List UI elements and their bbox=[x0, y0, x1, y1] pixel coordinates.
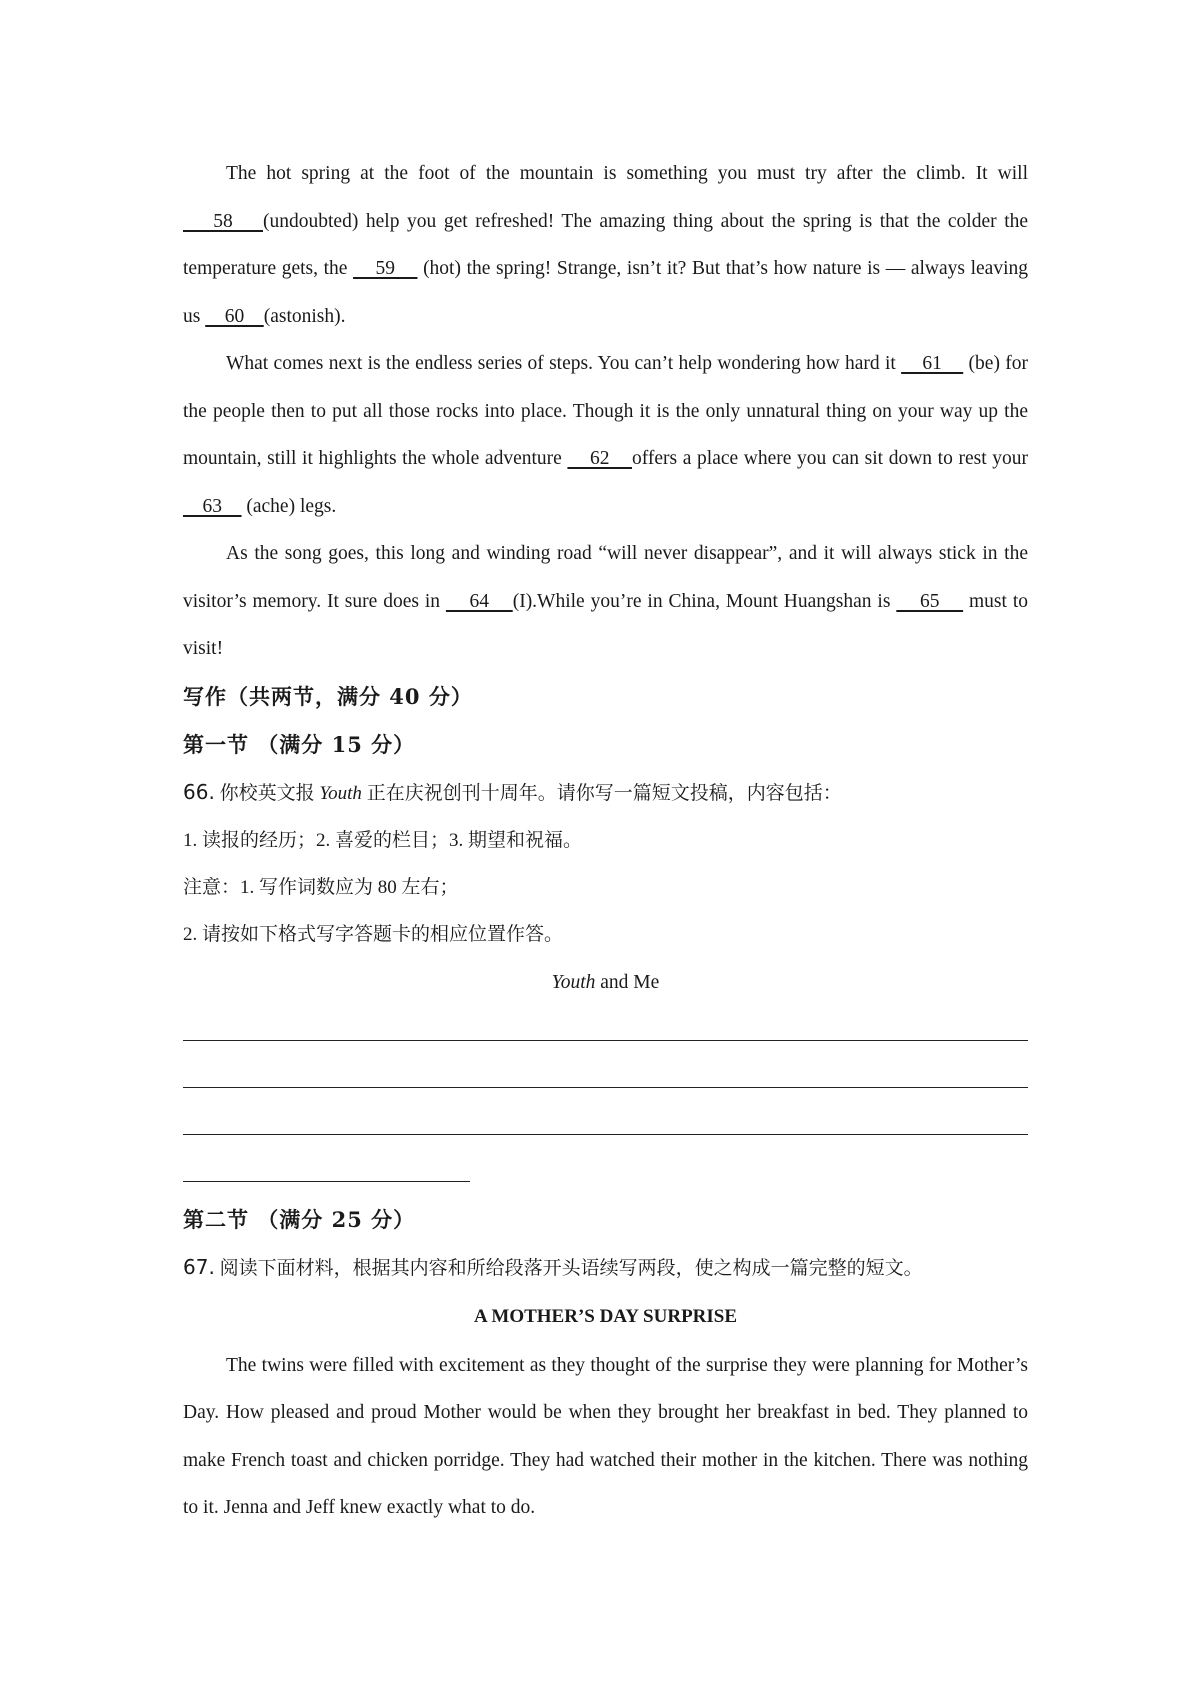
answer-line bbox=[183, 1055, 1028, 1102]
blank-64: 64 bbox=[445, 590, 513, 612]
question-number: 66. bbox=[183, 779, 215, 804]
answer-line bbox=[183, 1102, 1028, 1149]
blank-59: 59 bbox=[353, 258, 418, 279]
answer-line bbox=[183, 1008, 1028, 1055]
passage-text: (undoubted) help you get refreshed! The amazing thing about the spring is that the colder the temperature gets, the bbox=[183, 210, 1029, 279]
question-66 bbox=[183, 769, 1028, 817]
passage-text: What comes next is the endless series of steps. You can’t help wondering how hard it bbox=[226, 353, 902, 374]
passage-text: (I).While you’re in China, Mount Huangshan is bbox=[512, 590, 897, 612]
essay-title-rest: and Me bbox=[595, 971, 660, 993]
note-line-2: 2. 请按如下格式写字答题卡的相应位置作答。 bbox=[183, 923, 564, 945]
passage-text: (be) for the people then to put all those rocks into place. Though it is the only unnatural thing on your way up the mountain, still it highlights the whole adventure bbox=[183, 353, 1028, 469]
writing-heading: 写作（共两节，满分 40 分） bbox=[183, 683, 473, 709]
content-points: 1. 读报的经历；2. 喜爱的栏目；3. 期望和祝福。 bbox=[183, 829, 583, 851]
passage-text: (ache) legs. bbox=[241, 495, 337, 517]
essay-title bbox=[183, 958, 1028, 1008]
passage-text: (hot) the spring! Strange, isn’t it? But that’s how nature is — always leaving us bbox=[183, 258, 1028, 327]
question-text: 正在庆祝创刊十周年。请你写一篇短文投稿，内容包括： bbox=[361, 782, 842, 804]
blank-65: 65 bbox=[896, 590, 964, 612]
story-title: A MOTHER’S DAY SURPRISE bbox=[473, 1305, 738, 1327]
section-2-heading: 第二节 （满分 25 分） bbox=[183, 1206, 416, 1232]
document-page bbox=[183, 150, 1028, 1532]
passage-text: As the song goes, this long and winding road “will never disappear”, and it will always stick in the visitor’s memory. It sure does in bbox=[183, 543, 1028, 612]
passage-text: (astonish). bbox=[263, 305, 346, 327]
passage-paragraph-3 bbox=[183, 530, 1028, 673]
blank-60: 60 bbox=[205, 305, 264, 327]
passage-text: offers a place where you can sit down to rest your bbox=[631, 448, 1028, 469]
passage-text: must to visit! bbox=[183, 590, 1029, 659]
answer-line bbox=[183, 1149, 1028, 1196]
passage-paragraph-1 bbox=[183, 150, 1028, 340]
blank-61: 61 bbox=[901, 353, 964, 374]
blank-58: 58 bbox=[183, 210, 263, 232]
question-text: 阅读下面材料，根据其内容和所给段落开头语续写两段，使之构成一篇完整的短文。 bbox=[214, 1257, 923, 1279]
passage-text: The hot spring at the foot of the mountain is something you must try after the climb. It will bbox=[226, 163, 1028, 184]
blank-63: 63 bbox=[183, 495, 242, 517]
blank-62: 62 bbox=[567, 448, 632, 469]
newspaper-name: Youth bbox=[319, 782, 362, 804]
question-number: 67. bbox=[183, 1254, 215, 1279]
question-67 bbox=[183, 1244, 1028, 1292]
note-line-1: 注意：1. 写作词数应为 80 左右； bbox=[183, 876, 459, 898]
section-1-heading: 第一节 （满分 15 分） bbox=[183, 731, 416, 757]
essay-title-italic: Youth bbox=[551, 971, 596, 993]
passage-paragraph-2 bbox=[183, 340, 1028, 530]
story-paragraph: The twins were filled with excitement as they thought of the surprise they were planning for Mother’s Day. How pleased and proud Mother would be when they brought her breakfast in bed. They planned to make French toast and chicken porridge. They had watched their mother in the kitchen. There was nothing to it. Jenna and Jeff knew exactly what to do. bbox=[183, 1354, 1028, 1518]
question-text: 你校英文报 bbox=[214, 782, 320, 804]
